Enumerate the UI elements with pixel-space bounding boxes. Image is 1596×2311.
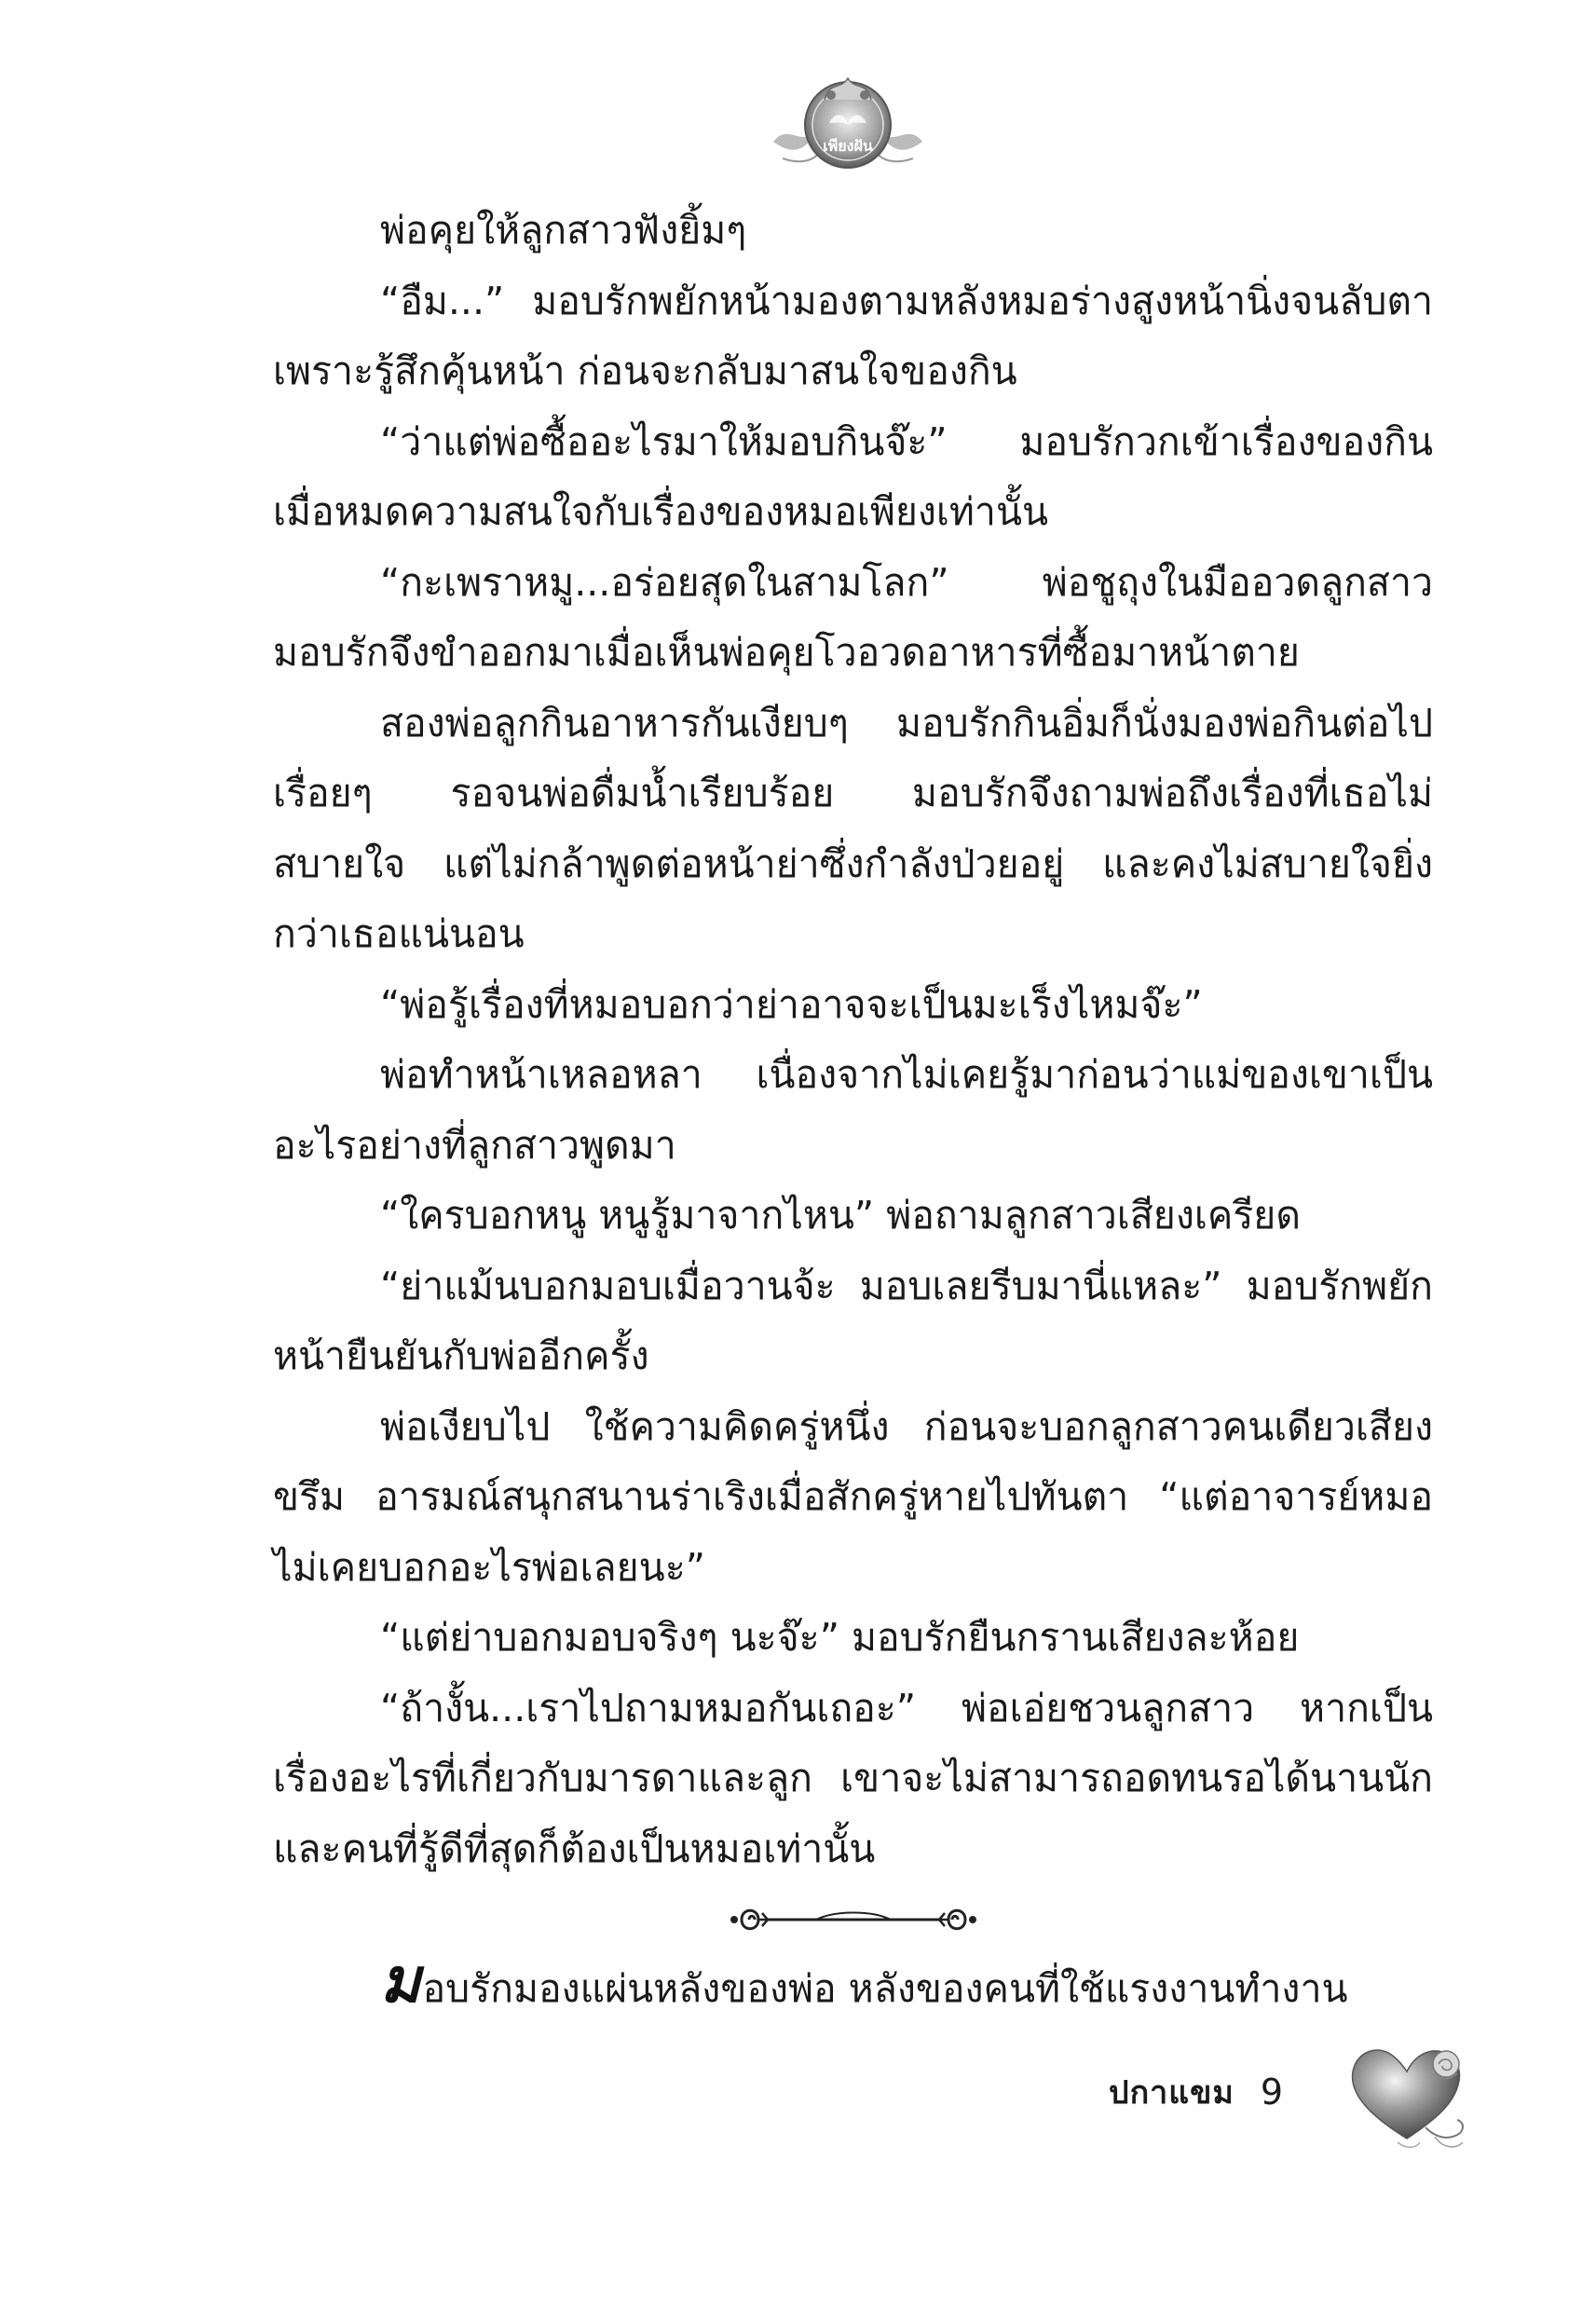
paragraph: สองพ่อลูกกินอาหารกันเงียบๆ มอบรักกินอิ่มก็นั่งมองพ่อกินต่อไปเรื่อยๆ รอจนพ่อดื่มน้ำเรียบร้อย มอบรักจึงถามพ่อถึงเรื่องที่เธอไม่สบายใจ แต่ไม่กล้าพูดต่อหน้าย่าซึ่งกำลังป่วยอยู่ และคงไม่สบายใจยิ่งกว่าเธอแน่นอน (273, 700, 1433, 956)
text-body (273, 196, 1433, 2025)
paragraph: พ่อทำหน้าเหลอหลา เนื่องจากไม่เคยรู้มาก่อนว่าแม่ของเขาเป็นอะไรอย่างที่ลูกสาวพูดมา (273, 1052, 1433, 1168)
paragraph: “อืม...” มอบรักพยักหน้ามองตามหลังหมอร่างสูงหน้านิ่งจนลับตาเพราะรู้สึกคุ้นหน้า ก่อนจะกลับมาสนใจของกิน (273, 278, 1433, 393)
scroll-ornament-divider-icon (714, 1896, 993, 1943)
paragraph: พ่อคุยให้ลูกสาวฟังยิ้มๆ (380, 208, 747, 253)
paragraph: “ถ้างั้น...เราไปถามหมอกันเถอะ” พ่อเอ่ยชวนลูกสาว หากเป็นเรื่องอะไรที่เกี่ยวกับมารดาและลูก เขาจะไม่สามารถอดทนรอได้นานนัก และคนที่รู้ดีที่สุดก็ต้องเป็นหมอเท่านั้น (273, 1685, 1433, 1871)
paragraph: “แต่ย่าบอกมอบจริงๆ นะจ๊ะ” มอบรักยืนกรานเสียงละห้อย (380, 1615, 1300, 1660)
logo-text: เพียงฝัน (823, 137, 873, 155)
heart-rose-icon (1342, 2027, 1481, 2167)
paragraph: “ว่าแต่พ่อซื้ออะไรมาให้มอบกินจ๊ะ” มอบรักวกเข้าเรื่องของกินเมื่อหมดความสนใจกับเรื่องของหมอเพียงเท่านั้น (273, 418, 1433, 534)
page-number: 9 (1260, 2072, 1284, 2113)
paragraph: “ใครบอกหนู หนูรู้มาจากไหน” พ่อถามลูกสาวเสียงเครียด (380, 1193, 1301, 1238)
running-title: ปกาแขม (1109, 2074, 1235, 2112)
ornamental-logo-icon (764, 58, 932, 179)
closing-text: อบรักมองแผ่นหลังของพ่อ หลังของคนที่ใช้แรงงานทำงาน (422, 1966, 1348, 2011)
paragraph: “กะเพราหมู...อร่อยสุดในสามโลก” พ่อชูถุงในมืออวดลูกสาว มอบรักจึงขำออกมาเมื่อเห็นพ่อคุยโวอวดอาหารที่ซื้อมาหน้าตาย (273, 559, 1433, 675)
page-footer (1109, 2064, 1283, 2120)
paragraph: พ่อเงียบไป ใช้ความคิดครู่หนึ่ง ก่อนจะบอกลูกสาวคนเดียวเสียงขรึม อารมณ์สนุกสนานร่าเริงเมื่อสักครู่หายไปทันตา “แต่อาจารย์หมอไม่เคยบอกอะไรพ่อเลยนะ” (273, 1403, 1433, 1590)
section-divider (273, 1884, 1433, 1954)
drop-cap-letter: ม (380, 1944, 423, 2017)
paragraph-list (273, 196, 1433, 1884)
paragraph: “ย่าแม้นบอกมอบเมื่อวานจ้ะ มอบเลยรีบมานี่แหละ” มอบรักพยักหน้ายืนยันกับพ่ออีกครั้ง (273, 1263, 1433, 1378)
paragraph: “พ่อรู้เรื่องที่หมอบอกว่าย่าอาจจะเป็นมะเร็งไหมจ๊ะ” (380, 981, 1203, 1027)
closing-paragraph (273, 1944, 1433, 2025)
